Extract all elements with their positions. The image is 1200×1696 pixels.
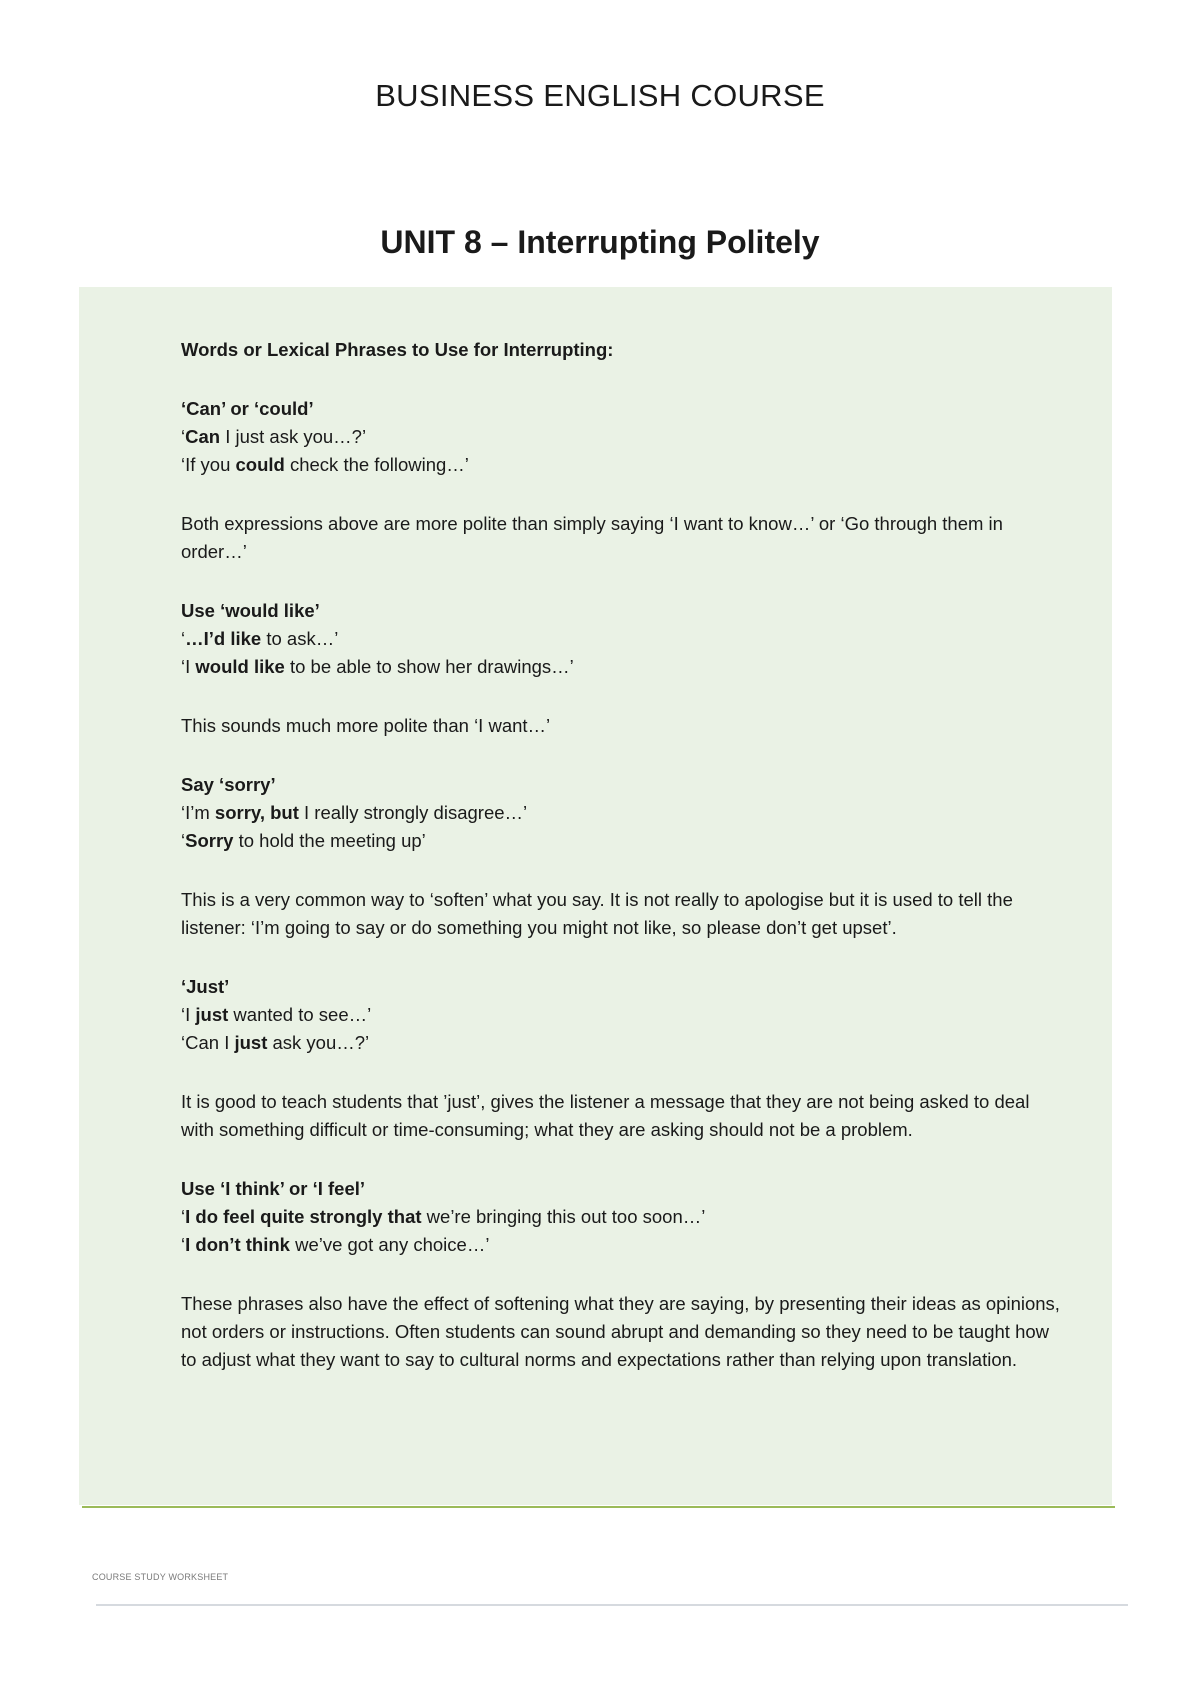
section-explanation: This is a very common way to ‘soften’ what you say. It is not really to apologise but it is used to tell the listener: ‘I’m going to say or do something you might not like, so please don’t get upset’. xyxy=(181,889,1013,938)
unit-title: UNIT 8 – Interrupting Politely xyxy=(380,224,820,260)
example-line: ‘I do feel quite strongly that we’re bringing this out too soon…’ xyxy=(181,1206,706,1227)
example-line: ‘I just wanted to see…’ xyxy=(181,1004,372,1025)
section-explanation: It is good to teach students that ’just’, gives the listener a message that they are not being asked to deal with something difficult or time-consuming; what they are asking should not be a problem. xyxy=(181,1091,1030,1140)
footer-divider xyxy=(96,1604,1128,1606)
example-line: ‘Can I just ask you…?’ xyxy=(181,1032,370,1053)
section-heading: Use ‘would like’ xyxy=(181,600,320,621)
example-line: ‘I’m sorry, but I really strongly disagree…’ xyxy=(181,802,528,823)
example-line: ‘I don’t think we’ve got any choice…’ xyxy=(181,1234,490,1255)
course-title: BUSINESS ENGLISH COURSE xyxy=(375,78,825,113)
section-heading: Use ‘I think’ or ‘I feel’ xyxy=(181,1178,366,1199)
section-just xyxy=(181,973,1061,1057)
example-line: ‘If you could check the following…’ xyxy=(181,454,469,475)
example-line: ‘Can I just ask you…?’ xyxy=(181,426,367,447)
example-line: ‘Sorry to hold the meeting up’ xyxy=(181,830,426,851)
section-explanation: This sounds much more polite than ‘I want…’ xyxy=(181,715,551,736)
section-would-like xyxy=(181,597,1061,681)
worksheet-content xyxy=(181,336,1061,1405)
content-box-divider xyxy=(82,1506,1115,1508)
section-sorry xyxy=(181,771,1061,855)
section-heading: ‘Can’ or ‘could’ xyxy=(181,398,314,419)
section-explanation: These phrases also have the effect of softening what they are saying, by presenting their ideas as opinions, not orders or instructions. Often students can sound abrupt and demanding so they need to be taught how to adjust what they want to say to cultural norms and expectations rather than relying upon translation. xyxy=(181,1293,1060,1370)
intro-heading: Words or Lexical Phrases to Use for Interrupting: xyxy=(181,339,614,360)
example-line: ‘…I’d like to ask…’ xyxy=(181,628,339,649)
section-heading: ‘Just’ xyxy=(181,976,230,997)
section-think-feel xyxy=(181,1175,1061,1259)
example-line: ‘I would like to be able to show her drawings…’ xyxy=(181,656,574,677)
footer-label: COURSE STUDY WORKSHEET xyxy=(92,1572,229,1582)
section-heading: Say ‘sorry’ xyxy=(181,774,276,795)
section-can-could xyxy=(181,395,1061,479)
section-explanation: Both expressions above are more polite than simply saying ‘I want to know…’ or ‘Go through them in order…’ xyxy=(181,513,1003,562)
